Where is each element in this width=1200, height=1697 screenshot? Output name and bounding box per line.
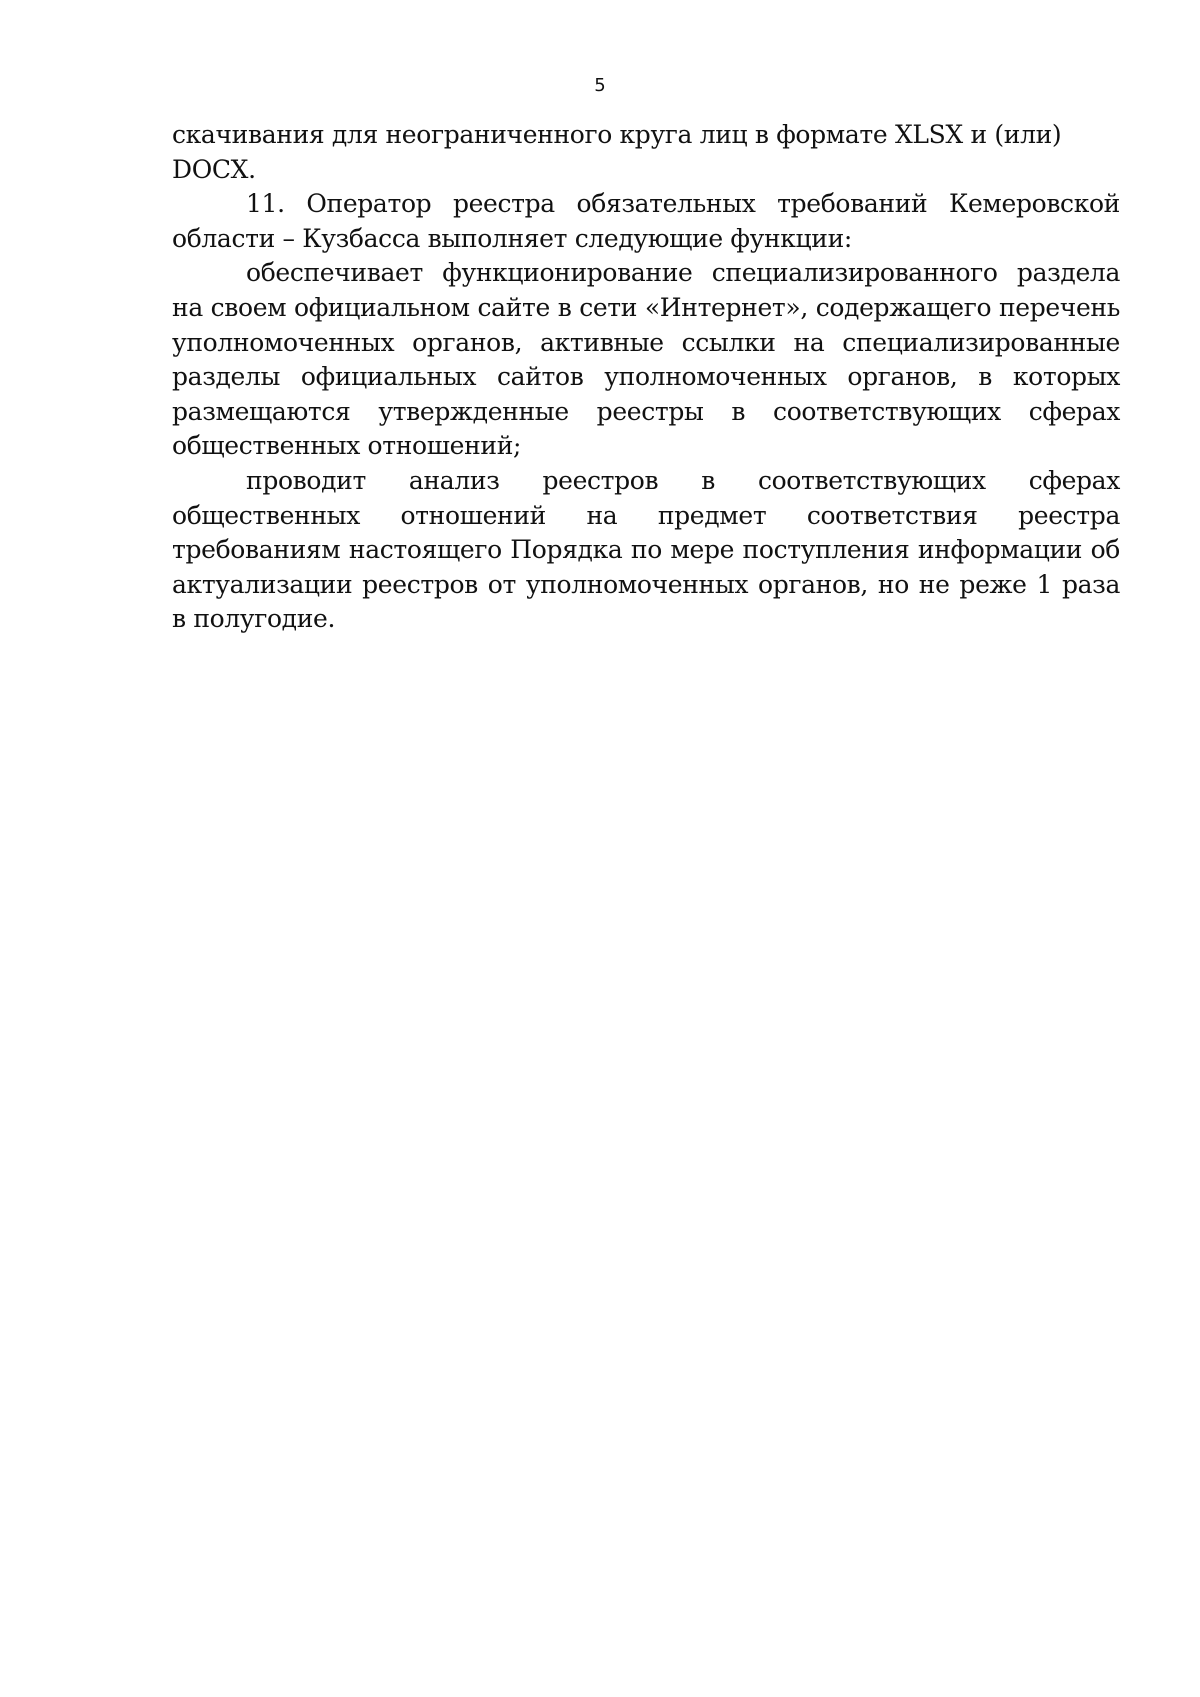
paragraph-function-website: обеспечивает функционирование специализированного раздела на своем официальном сайте в сети «Интернет», содержащего перечень уполномоченных органов, активные ссылки на специализированные разделы официальных сайтов уполномоченных органов, в которых размещаются утвержденные реестры в соответствующих сферах общественных отношений; bbox=[172, 258, 1120, 461]
paragraph-item-11: 11. Оператор реестра обязательных требований Кемеровской области – Кузбасса выполняет следующие функции: bbox=[172, 189, 1120, 253]
paragraph-function-analysis: проводит анализ реестров в соответствующих сферах общественных отношений на предмет соответствия реестра требованиям настоящего Порядка по мере поступления информации об актуализации реестров от уполномоченных органов, но не реже 1 раза в полугодие. bbox=[172, 465, 1120, 634]
paragraph-continuation: скачивания для неограниченного круга лиц в формате XLSX и (или) DOCX. bbox=[172, 120, 1062, 184]
page-number: 5 bbox=[594, 75, 606, 96]
document-body bbox=[172, 118, 1120, 637]
